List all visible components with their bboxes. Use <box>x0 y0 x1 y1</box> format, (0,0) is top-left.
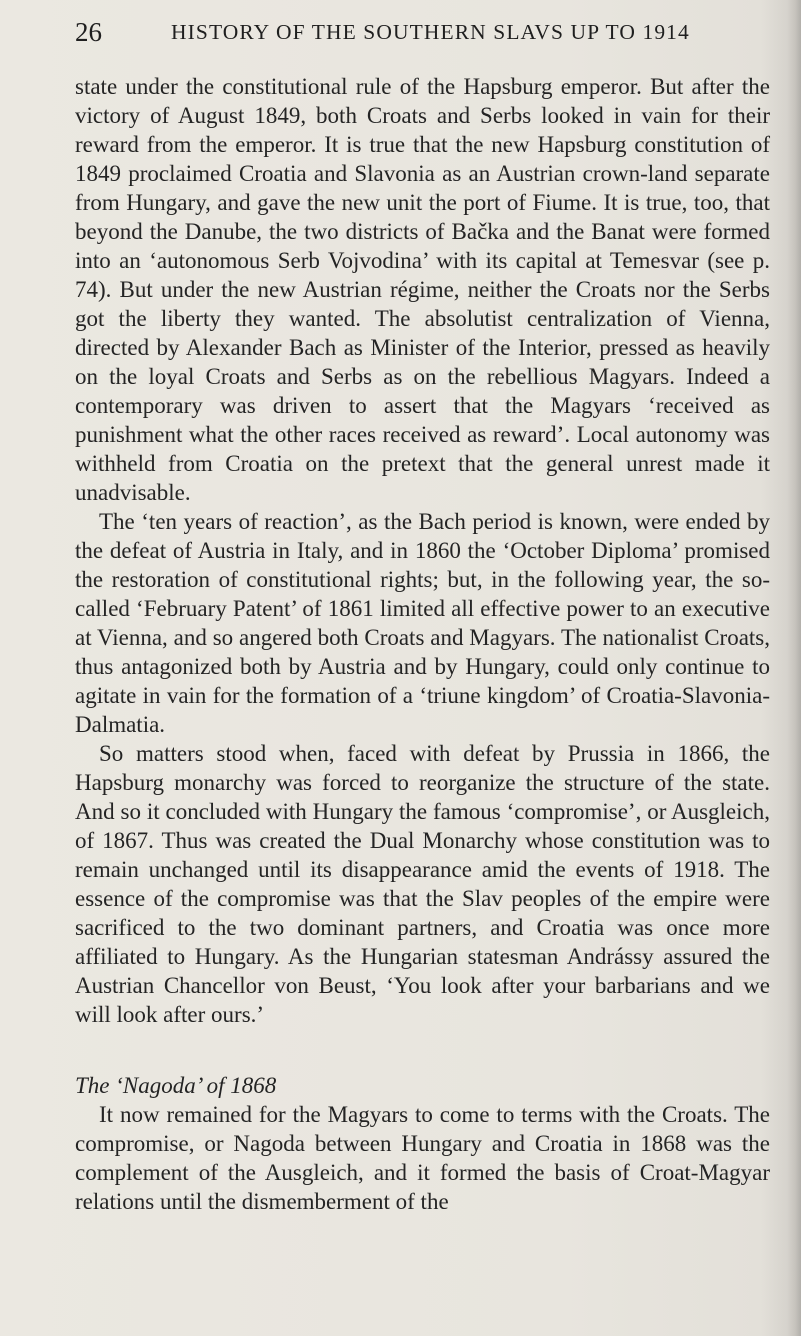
body-text <box>75 72 770 1216</box>
page-number: 26 <box>75 17 102 47</box>
paragraph-2: The ‘ten years of reaction’, as the Bach period is known, were ended by the defeat of Austria in Italy, and in 1860 the ‘October Diploma’ promised the restoration of constitutional rights; but, in the following year, the so-called ‘February Patent’ of 1861 limited all effective power to an executive at Vienna, and so angered both Croats and Magyars. The nationalist Croats, thus antagonized both by Austria and by Hungary, could only continue to agitate in vain for the formation of a ‘triune kingdom’ of Croatia-Slavonia-Dalmatia. <box>75 509 770 737</box>
paragraph-1: state under the constitutional rule of the Hapsburg emperor. But after the victory of August 1849, both Croats and Serbs looked in vain for their reward from the emperor. It is true that the new Hapsburg constitution of 1849 proclaimed Croatia and Slavonia as an Austrian crown-land separate from Hungary, and gave the new unit the port of Fiume. It is true, too, that beyond the Danube, the two districts of Bačka and the Banat were formed into an ‘autonomous Serb Vojvodina’ with its capital at Temesvar (see p. 74). But under the new Austrian régime, neither the Croats nor the Serbs got the liberty they wanted. The absolutist centralization of Vienna, directed by Alexander Bach as Minister of the Interior, pressed as heavily on the loyal Croats and Serbs as on the rebellious Magyars. Indeed a contemporary was driven to assert that the Magyars ‘received as punishment what the other races received as reward’. Local autonomy was withheld from Croatia on the pretext that the general unrest made it unadvisable. <box>75 74 770 505</box>
running-head: HISTORY OF THE SOUTHERN SLAVS UP TO 1914 <box>171 20 690 44</box>
page-header <box>75 12 781 52</box>
section-heading: The ‘Nagoda’ of 1868 <box>75 1073 277 1098</box>
section-paragraph: It now remained for the Magyars to come to terms with the Croats. The compromise, or Nagoda between Hungary and Croatia in 1868 was the complement of the Ausgleich, and it formed the basis of Croat-Magyar relations until the dismemberment of the <box>75 1102 770 1214</box>
page-edge-shadow <box>787 0 801 1336</box>
paragraph-3: So matters stood when, faced with defeat by Prussia in 1866, the Hapsburg monarchy was forced to reorganize the structure of the state. And so it concluded with Hungary the famous ‘compromise’, or Ausgleich, of 1867. Thus was created the Dual Monarchy whose constitution was to remain unchanged until its disappearance amid the events of 1918. The essence of the compromise was that the Slav peoples of the empire were sacrificed to the two dominant partners, and Croatia was once more affiliated to Hungary. As the Hungarian statesman Andrássy assured the Austrian Chancellor von Beust, ‘You look after your barbarians and we will look after ours.’ <box>75 741 770 1027</box>
